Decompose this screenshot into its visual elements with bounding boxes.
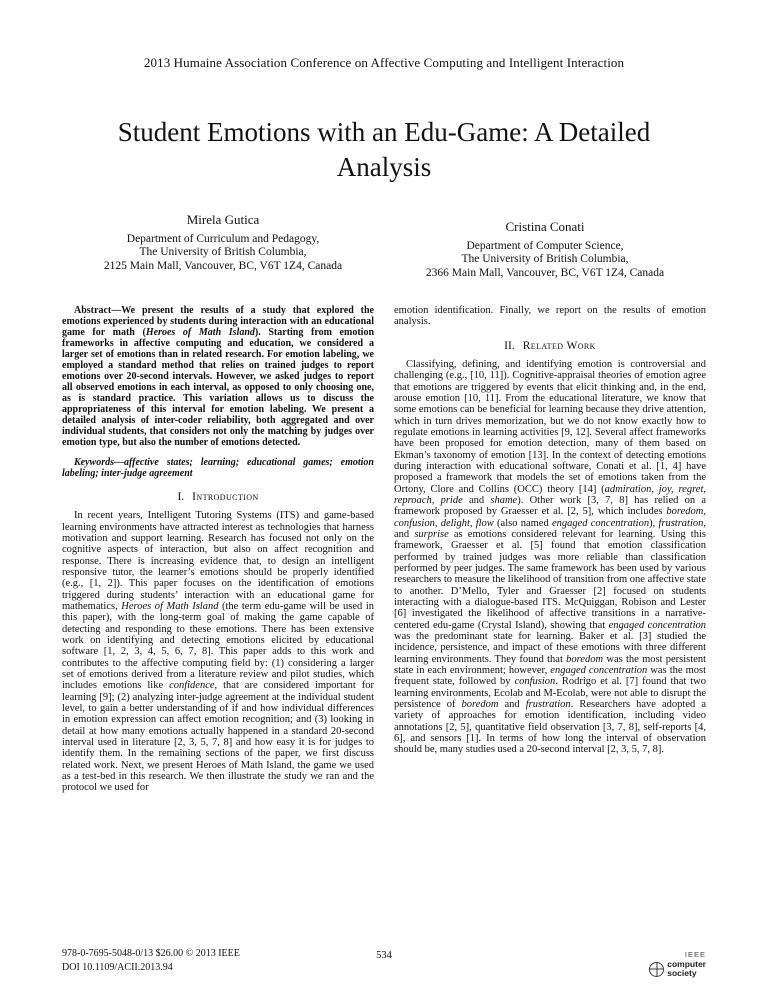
computer-society-line1: computer bbox=[667, 959, 706, 970]
globe-icon bbox=[649, 962, 664, 977]
author-university: The University of British Columbia, bbox=[139, 246, 307, 259]
conference-header: 2013 Humaine Association Conference on Affective Computing and Intelligent Interaction bbox=[143, 55, 625, 70]
body-columns bbox=[62, 305, 706, 794]
section-heading-related-work bbox=[394, 340, 706, 352]
computer-society-line2: society bbox=[667, 968, 697, 979]
page-number: 534 bbox=[376, 950, 392, 961]
author-address: 2366 Main Mall, Vancouver, BC, V6T 1Z4, Canada bbox=[425, 267, 665, 280]
section-heading-introduction bbox=[62, 491, 374, 503]
footer-doi: DOI 10.1109/ACII.2013.94 bbox=[62, 961, 173, 973]
abstract-paragraph: Abstract—We present the results of a study that explored the emotions experienced by students during interaction with an educational game for math (Heroes of Math Island). Starting from emotion frameworks in affective computing and education, we considered a larger set of emotions than in related research. For emotion labeling, we employed a standard method that relies on trained judges to report emotions over 20-second intervals. However, we asked judges to report all observed emotions in each interval, as opposed to only choosing one, as is standard practice. This variation allows us to discuss the appropriateness of this interval for emotion labeling. We present a detailed analysis of inter-coder reliability, both aggregated and over individual students, that considers not only the matching by judges over emotion type, but also the number of emotions detected. bbox=[62, 305, 374, 449]
author-block-1 bbox=[62, 212, 384, 281]
author-university: The University of British Columbia, bbox=[461, 253, 629, 266]
right-column bbox=[394, 305, 706, 794]
section-number: I. bbox=[177, 491, 185, 504]
section-title: Introduction bbox=[192, 491, 259, 504]
author-block-2 bbox=[384, 212, 706, 281]
introduction-paragraph: In recent years, Intelligent Tutoring Systems (ITS) and game-based learning environments have attracted interest as technologies that harness motivation and support learning. Research has focused not only on the cognitive aspects of interaction, but also on affect recognition and response. There is increasing evidence that, to design an intelligent responsive tutor, the learner’s emotions should be properly identified (e.g., [1, 2]). This paper focuses on the identification of emotions triggered during students’ interaction with an educational game for mathematics, Heroes of Math Island (the term edu-game will be used in this paper), with the long-term goal of making the game capable of detecting and responding to these emotions. There has been extensive work on identifying and detecting emotions elicited by educational software [1, 2, 3, 4, 5, 6, 7, 8]. This paper adds to this work and contributes to the affective computing field by: (1) considering a larger set of emotions derived from a literature review and pilot studies, which includes emotions like confidence, that are considered important for learning [9]; (2) analyzing inter-judge agreement at the individual student level, to gain a better understanding of if and how individual differences in emotion expression can affect emotion recognition; and (3) looking in detail at how many emotions actually happened in a standard 20-second interval used in literature [2, 3, 5, 7, 8] and how easy it is for judges to identify them. In the remaining sections of the paper, we first discuss related work. Next, we present Heroes of Math Island, the game we used as a test-bed in this research. We then illustrate the study we ran and the protocol we used for bbox=[62, 510, 374, 794]
paper-title: Student Emotions with an Edu-Game: A Detailed Analysis bbox=[117, 117, 651, 182]
computer-society-text bbox=[667, 960, 706, 978]
author-department: Department of Curriculum and Pedagogy, bbox=[126, 232, 320, 245]
keywords-paragraph: Keywords—affective states; learning; educational games; emotion labeling; inter-judge agreement bbox=[62, 457, 374, 480]
continuation-paragraph: emotion identification. Finally, we report on the results of emotion analysis. bbox=[394, 305, 706, 328]
related-work-paragraph: Classifying, defining, and identifying emotion is controversial and challenging (e.g., [10, 11]). Cognitive-appraisal theories of emotion agree that emotions are triggered by events that elicit thinking and, in the end, arouse emotion [10, 11]. From the educational literature, we know that some emotions can be beneficial for learning because they drive attention, which in turn drives memorization, but we do not know exactly how to regulate emotions in learning activities [9, 12]. Several affect frameworks have been proposed for emotion detection, many of them based on Ekman’s taxonomy of emotion [13]. In the context of detecting emotions during interaction with educational software, Conati et al. [1, 4] have proposed a framework that models the set of emotions taken from the Ortony, Clore and Collins (OCC) theory [14] (admiration, joy, regret, reproach, pride and shame). Other work [3, 7, 8] has relied on a framework proposed by Graesser et al. [2, 5], which includes boredom, confusion, delight, flow (also named engaged concentration), frustration, and surprise as emotions considered relevant for learning. Using this framework, Graesser et al. [5] found that emotion classification performed by trained judges was more reliable than classification performed by peer judges. The same framework has been used by various researchers to measure the likelihood of transition from one affective state to another. D’Mello, Tyler and Graesser [2] focused on students interacting with a dialogue-based ITS. McQuiggan, Robison and Lester [6] investigated the likelihood of affective transitions in a narrative-centered edu-game (Crystal Island), showing that engaged concentration was the predominant state for learning. Baker et al. [3] studied the incidence, persistence, and impact of these emotions with three different learning environments. They found that boredom was the most persistent state in each environment; however, engaged concentration was the most frequent state, followed by confusion. Rodrigo et al. [7] found that two learning environments, Ecolab and M-Ecolab, were not able to disrupt the persistence of boredom and frustration. Researchers have adopted a variety of approaches for emotion identification, including video annotations [2, 5], quantitative field observation [3, 7, 8], self-reports [4, 6], and sensors [1]. In terms of how long the interval of observation should be, many studies used a 20-second interval [2, 3, 5, 7, 8]. bbox=[394, 359, 707, 756]
section-number: II. bbox=[504, 339, 515, 352]
left-column bbox=[62, 305, 374, 794]
author-name: Cristina Conati bbox=[505, 219, 585, 235]
author-department: Department of Computer Science, bbox=[466, 239, 624, 252]
author-name: Mirela Gutica bbox=[186, 212, 260, 228]
section-title: Related Work bbox=[522, 339, 596, 352]
author-address: 2125 Main Mall, Vancouver, BC, V6T 1Z4, Canada bbox=[103, 260, 343, 273]
footer-copyright: 978-0-7695-5048-0/13 $26.00 © 2013 IEEE bbox=[62, 948, 240, 959]
ieee-computer-society-logo bbox=[649, 950, 706, 978]
ieee-logo-text: IEEE bbox=[684, 950, 706, 960]
authors-row bbox=[62, 212, 706, 281]
